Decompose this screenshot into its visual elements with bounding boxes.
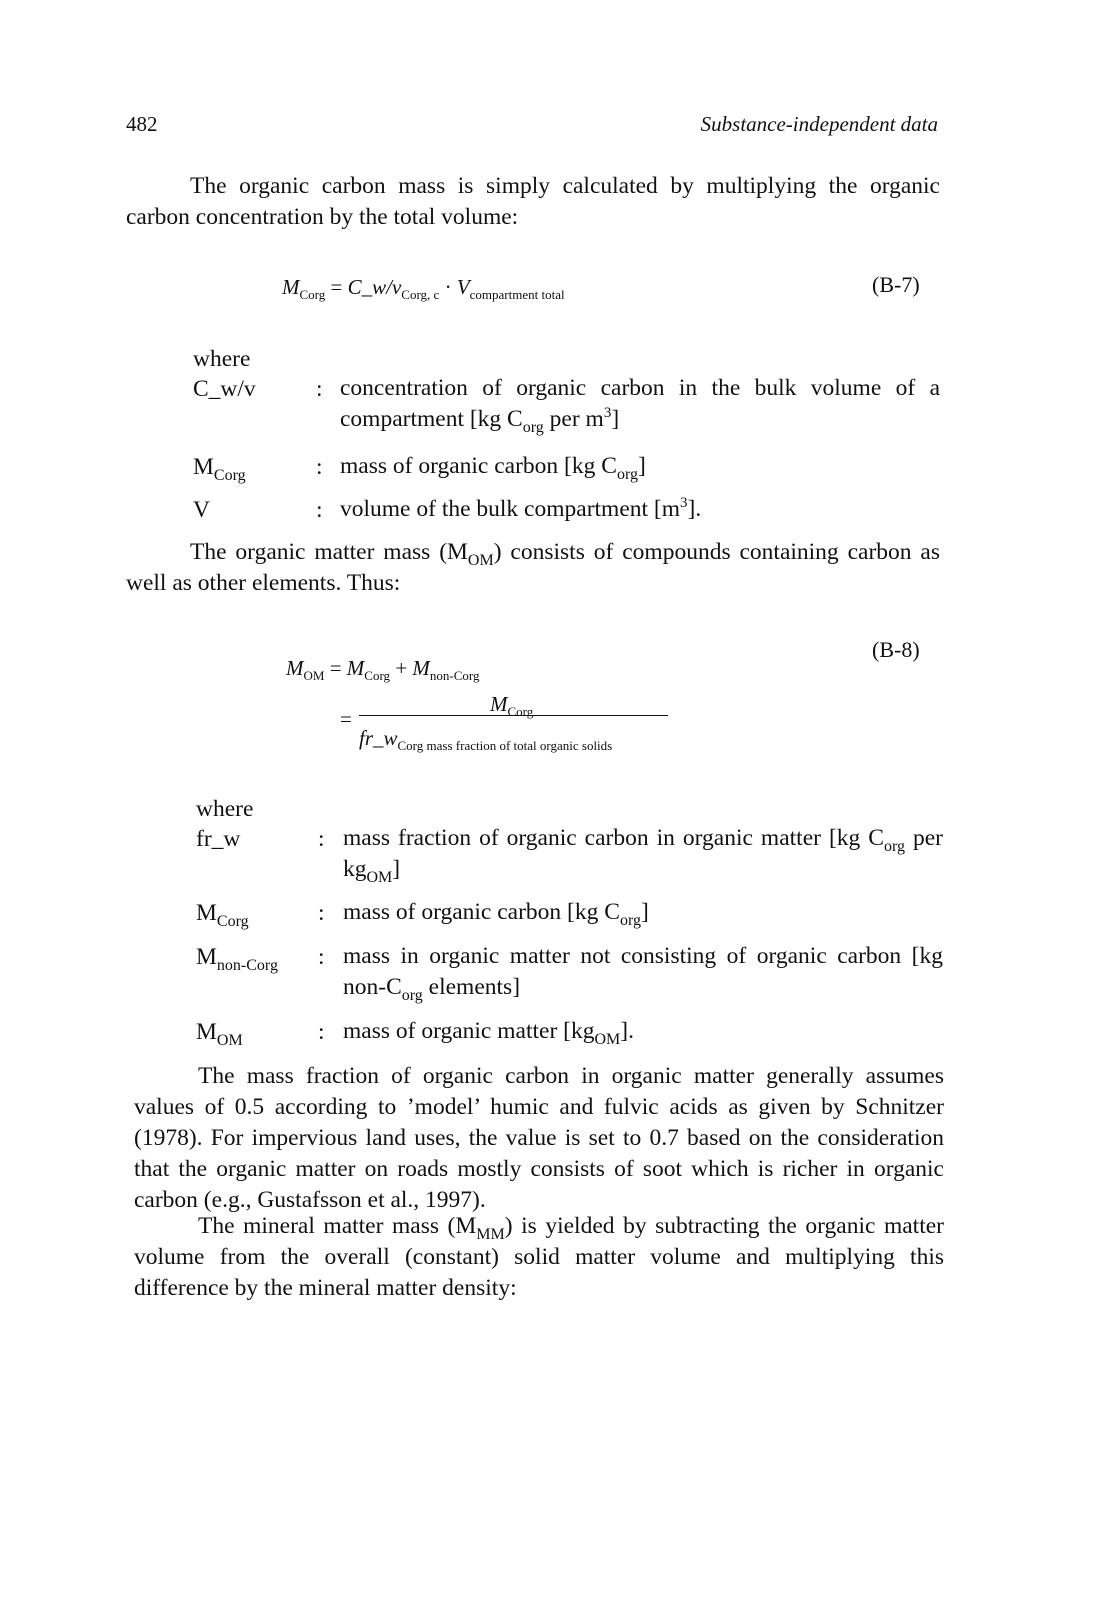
eq-b8-equals-2 bbox=[340, 707, 352, 732]
symbol-sub: Corg bbox=[213, 467, 246, 484]
def-text: mass of organic matter [kg bbox=[343, 1018, 595, 1044]
para-text: ) consists of compounds containing carbon as well as other elements. Thus: bbox=[126, 539, 940, 596]
eq-b8-plus: + bbox=[395, 656, 408, 680]
def-b7-colon: : bbox=[316, 376, 323, 402]
def-b7-symbol-cwv bbox=[193, 376, 256, 403]
para-text: ) is yielded by subtracting the organic matter volume from the overall (constant) solid matter volume and multiplying this difference by the mineral matter density: bbox=[134, 1213, 944, 1301]
den-sub: Corg mass fraction of total organic solids bbox=[397, 738, 613, 753]
def-sub: org bbox=[619, 912, 641, 929]
symbol-text: C_w/v bbox=[193, 376, 256, 402]
def-b8-symbol-frw bbox=[196, 826, 240, 853]
def-text: ] bbox=[640, 899, 649, 925]
def-sub: OM bbox=[366, 869, 393, 886]
def-text: mass of organic carbon [kg C bbox=[340, 453, 617, 479]
def-sub: org bbox=[401, 987, 423, 1004]
def-text: mass of organic carbon [kg C bbox=[343, 899, 620, 925]
where-label-b8: where bbox=[196, 796, 254, 822]
eq-b8-t1: M bbox=[346, 656, 365, 680]
def-text: concentration of organic carbon in the bulk volume of a compartment [kg C bbox=[340, 375, 940, 432]
fraction-bar bbox=[359, 715, 668, 716]
eq-b8-lhs: M bbox=[286, 656, 304, 680]
symbol-text: V bbox=[193, 497, 210, 523]
paragraph-mass-fraction: The mass fraction of organic carbon in organic matter generally assumes values of 0.5 according to ’model’ humic and fulvic acids as given by Schnitzer (1978). For impervious land uses, the value is set to 0.7 based on the consideration that the organic matter on roads mostly consists of soot which is richer in organic carbon (e.g., Gustafsson et al., 1997). bbox=[134, 1063, 944, 1213]
eq-b7-dot: · bbox=[444, 275, 452, 299]
running-header: Substance-independent data bbox=[700, 112, 938, 136]
para-text: The mineral matter mass (M bbox=[198, 1213, 477, 1239]
page-number: 482 bbox=[126, 112, 158, 136]
num-sub: Corg bbox=[507, 704, 534, 719]
def-text: ]. bbox=[620, 1018, 634, 1044]
def-sub: org bbox=[616, 466, 638, 483]
def-b8-symbol-mcorg bbox=[196, 900, 249, 931]
def-b8-text-frw bbox=[343, 823, 943, 885]
def-sup: 3 bbox=[603, 405, 612, 421]
def-b7-text-mcorg bbox=[340, 451, 940, 482]
def-b7-colon: : bbox=[316, 454, 323, 480]
symbol-text: M bbox=[196, 900, 217, 926]
symbol-text: M bbox=[196, 1019, 217, 1045]
paragraph-organic-matter bbox=[126, 537, 940, 599]
def-text: ] bbox=[392, 856, 401, 882]
def-text: mass fraction of organic carbon in organic matter [kg C bbox=[343, 825, 884, 851]
para-sub: OM bbox=[467, 552, 494, 569]
def-b8-symbol-mom bbox=[196, 1019, 243, 1050]
symbol-sub: Corg bbox=[216, 913, 249, 930]
eq-b7-lhs-sub: Corg bbox=[299, 287, 326, 302]
def-text: per kg bbox=[343, 825, 944, 882]
def-b8-symbol-mnoncorg bbox=[196, 944, 278, 975]
def-b8-text-mcorg bbox=[343, 897, 943, 928]
equation-b8-line1 bbox=[286, 656, 480, 684]
symbol-text: fr_w bbox=[196, 826, 241, 852]
def-sub: org bbox=[522, 419, 544, 436]
def-text: elements] bbox=[422, 974, 521, 1000]
def-text: ] bbox=[611, 406, 620, 432]
eq-b8-t1-sub: Corg bbox=[364, 668, 391, 683]
num-text: M bbox=[490, 692, 508, 716]
def-b8-colon: : bbox=[318, 1019, 325, 1045]
eq-b7-equals: = bbox=[330, 275, 343, 299]
symbol-sub: non-Corg bbox=[216, 957, 278, 974]
def-text: mass in organic matter not consisting of organic carbon [kg non-C bbox=[343, 943, 943, 1000]
equation-b7 bbox=[282, 275, 565, 303]
eq-b7-term2-sub: compartment total bbox=[469, 287, 565, 302]
def-b8-colon: : bbox=[318, 826, 325, 852]
def-text: ]. bbox=[687, 496, 702, 522]
eq-b8-equals: = bbox=[329, 656, 342, 680]
def-sup: 3 bbox=[680, 495, 688, 511]
def-text: volume of the bulk compartment [m bbox=[340, 496, 681, 522]
eq-b7-term2: V bbox=[456, 275, 470, 299]
eq-b7-term1: C_w/v bbox=[347, 275, 402, 299]
para-text: The organic matter mass (M bbox=[190, 539, 468, 565]
where-label-b7: where bbox=[193, 346, 251, 372]
symbol-text: M bbox=[196, 944, 217, 970]
def-text: ] bbox=[637, 453, 646, 479]
equation-number-b8: (B-8) bbox=[872, 637, 920, 662]
paragraph-mineral-matter bbox=[134, 1211, 944, 1304]
def-b7-colon: : bbox=[316, 497, 323, 523]
def-b7-text-cwv bbox=[340, 373, 940, 435]
den-text: fr_w bbox=[359, 726, 398, 750]
def-sub: org bbox=[883, 838, 905, 855]
symbol-text: M bbox=[193, 454, 214, 480]
eq-b7-lhs: M bbox=[282, 275, 300, 299]
def-b7-symbol-v bbox=[193, 497, 210, 524]
paragraph-intro: The organic carbon mass is simply calculated by multiplying the organic carbon concentration by the total volume: bbox=[126, 173, 940, 230]
def-b8-text-mnoncorg bbox=[343, 941, 943, 1003]
def-b8-colon: : bbox=[318, 944, 325, 970]
equation-number-b7: (B-7) bbox=[872, 272, 920, 297]
eq-b8-lhs-sub: OM bbox=[303, 668, 325, 683]
symbol-sub: OM bbox=[216, 1032, 243, 1049]
para-sub: MM bbox=[476, 1226, 505, 1243]
eq-b7-term1-sub: Corg, c bbox=[401, 287, 440, 302]
def-b8-text-mom bbox=[343, 1016, 943, 1047]
eq-b8-t2: M bbox=[412, 656, 430, 680]
eq-b8-t2-sub: non-Corg bbox=[429, 668, 480, 683]
eq-b8-denominator bbox=[359, 726, 612, 754]
def-b7-text-v bbox=[340, 494, 940, 525]
eq-sign: = bbox=[340, 707, 352, 731]
def-b7-symbol-mcorg bbox=[193, 454, 246, 485]
def-b8-colon: : bbox=[318, 900, 325, 926]
def-text: per m bbox=[543, 406, 604, 432]
def-sub: OM bbox=[594, 1031, 621, 1048]
